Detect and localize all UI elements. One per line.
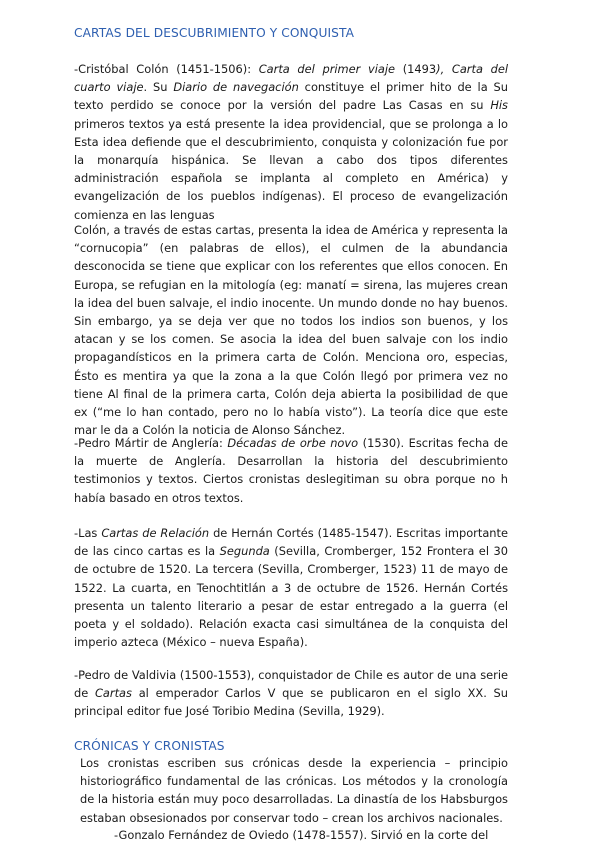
italic-title: Carta del primer viaje (258, 62, 396, 76)
paragraph-valdivia (74, 666, 508, 721)
text-run: constituye el primer hito de la Su texto perdido se conoce por la versión del padre Las Casas en su (74, 80, 509, 113)
italic-title: Cartas de Relación (101, 526, 210, 540)
paragraph-cortes (74, 524, 508, 651)
text-run: . Su (143, 80, 174, 95)
text-run: al emperador Carlos V que se publicaron en el siglo XX. Su principal editor fue José Toribio Medina (Sevilla, 1929). (74, 686, 508, 719)
text-run: -Cristóbal Colón (1451-1506): (74, 62, 259, 76)
text-run: (1493 (395, 62, 437, 76)
section-heading-cartas: CARTAS DEL DESCUBRIMIENTO Y CONQUISTA (74, 26, 355, 40)
text-run: de Hernán Cortés (1485-1547). Escritas importante de las cinco cartas es la (74, 526, 508, 559)
paragraph-colon-cartas: Colón, a través de estas cartas, presenta la idea de América y representa la “cornucopia” (en palabras de ellos), el culmen de la abundancia desconocida se tiene que explicar con los referentes que ellos conocen. En Europa, se refugian en la mitología (eg: manatí = sirena, las mujeres crean la idea del buen salvaje, el indio inocente. Un mundo donde no hay buenos. Sin embargo, ya se deja ver que no todos los indios son buenos, y los atacan y se los comen. Se asocia la idea del buen salvaje con los indio propagandísticos en la primera carta de Colón. Menciona oro, especias, Ésto es mentira ya que la zona a la que Colón llegó por primera vez no tiene Al final de la primera carta, Colón deja abierta la posibilidad de que ex (“me lo han contado, pero no lo había visto”). La teoría dice que este mar le da a Colón la noticia de Alonso Sánchez. (74, 223, 508, 438)
italic-title: Cartas (94, 686, 132, 701)
text-run: (Sevilla, Cromberger, 152 Frontera el 30 de octubre de 1520. La tercera (Sevilla, Cromberger, 1523) 11 de mayo de 1522. La cuarta, en Tenochtitlán a 3 de octubre de 1526. Hernán Cortés presenta un talento literario a pesar de estar entregado a la guerra (el poeta y el soldado). Relación exacta casi simultánea de la conquista del imperio azteca (México – nueva España). (74, 544, 508, 650)
italic-title: ), Carta del cuarto viaje (74, 62, 508, 95)
text-run: -Pedro Mártir de Anglería: (74, 436, 228, 450)
italic-title: Segunda (219, 544, 270, 559)
italic-title: His (490, 98, 508, 113)
italic-title: Diario de navegación (173, 80, 299, 95)
paragraph-oviedo: -Gonzalo Fernández de Oviedo (1478-1557). Sirvió en la corte del (114, 828, 489, 842)
paragraph-anglaria (74, 434, 508, 507)
text-run: -Las (74, 526, 102, 540)
paragraph-colon-intro (74, 60, 508, 224)
text-run: -Pedro de Valdivia (1500-1553), conquistador de Chile es autor de una serie de (74, 668, 508, 701)
text-run: (1530). Escritas fecha de la muerte de Anglería. Desarrollan la historia del descubrimiento testimonios y textos. Ciertos cronistas deslegitiman su obra porque no h había basado en otros textos. (74, 436, 509, 505)
section-heading-cronicas: CRÓNICAS Y CRONISTAS (74, 739, 225, 753)
text-run: primeros textos ya está presente la idea providencial, que se prolonga a lo Esta idea defiende que el descubrimiento, conquista y colonización fue por la monarquía hispánica. Se llevan a cabo dos tipos diferentes administración española se implanta al completo en América) y evangelización de los pueblos indígenas). El proceso de evangelización comienza en las lenguas (74, 116, 508, 222)
paragraph-cronistas: Los cronistas escriben sus crónicas desde la experiencia – principio historiográfico fundamental de las crónicas. Los métodos y la cronología de la historia están muy poco desarrolladas. La dinastía de los Habsburgos estaban obsesionados por conservar todo – crean los archivos nacionales. (80, 756, 508, 825)
italic-title: Décadas de orbe novo (227, 436, 359, 450)
